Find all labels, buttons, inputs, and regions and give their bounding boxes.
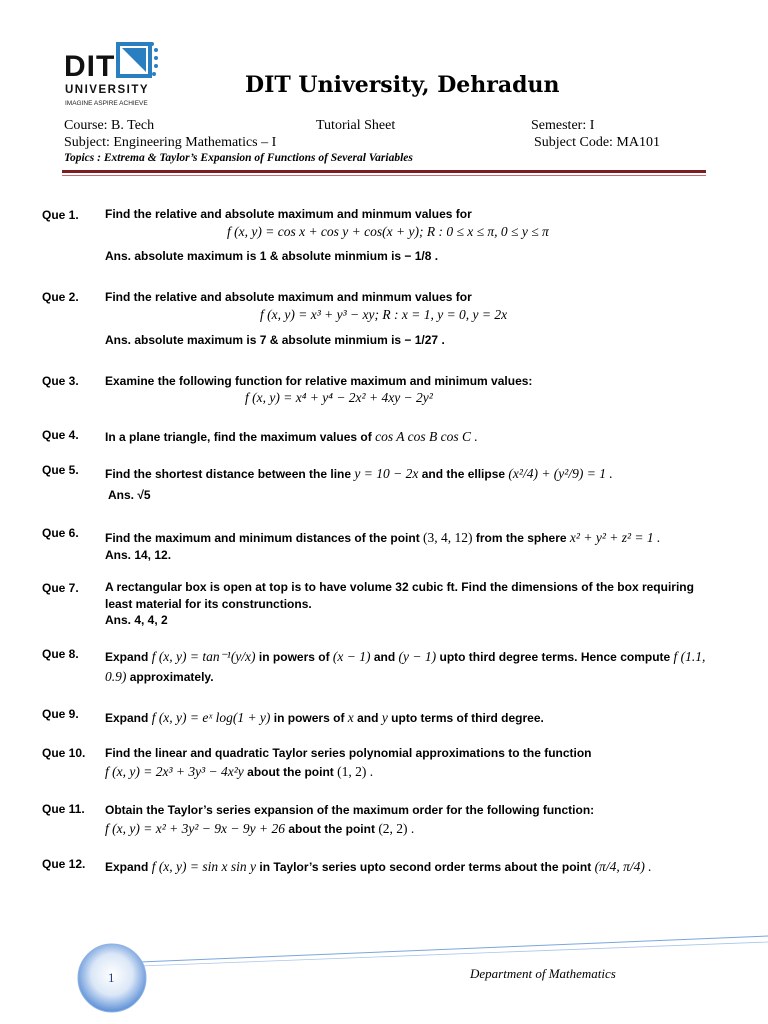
question-text-part: Expand — [105, 711, 149, 725]
question-text-part: about the point — [247, 765, 334, 779]
question-text — [105, 465, 725, 483]
question-text-part: about the point — [288, 822, 375, 836]
question-text-part: from the sphere — [475, 531, 567, 545]
header-rule-dark — [62, 170, 706, 173]
question-formula: f (x, y) = x³ + y³ − xy; R : x = 1, y = 0, y = 2x — [260, 307, 508, 322]
question-label: Que 12. — [42, 857, 86, 871]
question-text-part: and the ellipse — [421, 467, 506, 481]
question-answer: Ans. 4, 4, 2 — [105, 613, 168, 627]
question-formula: (3, 4, 12) — [423, 530, 473, 545]
logo-wordmark: DIT — [64, 50, 116, 83]
question-text — [105, 428, 715, 446]
question-formula: f (x, y) = x² + 3y² − 9x − 9y + 26 — [105, 821, 285, 836]
question-label: Que 6. — [42, 526, 79, 540]
question-label: Que 9. — [42, 707, 79, 721]
question-formula: f (x, y) = x⁴ + y⁴ − 2x² + 4xy − 2y² — [245, 390, 433, 405]
question-formula: (x²/4) + (y²/9) = 1 . — [508, 466, 613, 481]
footer-decoration — [0, 920, 768, 1024]
question-text: Find the relative and absolute maximum and minmum values for — [105, 290, 472, 304]
question-formula: (2, 2) . — [378, 821, 415, 836]
question-label: Que 11. — [42, 802, 85, 816]
footer-department: Department of Mathematics — [470, 966, 616, 981]
page-number: 1 — [108, 970, 115, 985]
question-text-line2 — [105, 763, 715, 781]
question-text-line2 — [105, 820, 715, 838]
question-text-part: upto third degree terms. Hence compute — [439, 650, 671, 664]
question-answer: Ans. √5 — [108, 488, 151, 502]
question-formula: f (x, y) = eˣ log(1 + y) — [151, 710, 271, 725]
question-text-part: Find the maximum and minimum distances of the point — [105, 531, 420, 545]
subject-code-label: Subject Code: MA101 — [534, 135, 660, 150]
question-text: Find the relative and absolute maximum and minmum values for — [105, 207, 472, 221]
question-label: Que 10. — [42, 746, 86, 760]
question-answer: Ans. 14, 12. — [105, 548, 172, 562]
question-text — [105, 709, 725, 727]
question-answer: Ans. absolute maximum is 1 & absolute minmium is − 1/8 . — [105, 249, 439, 263]
question-text-part: Find the shortest distance between the line — [105, 467, 352, 481]
subject-label: Subject: Engineering Mathematics – I — [64, 135, 277, 150]
question-text: Examine the following function for relative maximum and minimum values: — [105, 374, 533, 388]
question-formula: f (x, y) = cos x + cos y + cos(x + y); R : 0 ≤ x ≤ π, 0 ≤ y ≤ π — [227, 224, 549, 239]
question-formula: (x − 1) — [332, 649, 371, 664]
question-text: Obtain the Taylor’s series expansion of the maximum order for the following function: — [105, 803, 595, 817]
question-text-part: and — [373, 650, 396, 664]
page-title: DIT University, Dehradun — [245, 72, 560, 98]
question-text-part: in Taylor’s series upto second order terms about the point — [259, 860, 592, 874]
question-formula: (y − 1) — [398, 649, 437, 664]
sheet-label: Tutorial Sheet — [316, 118, 396, 133]
question-label: Que 2. — [42, 290, 79, 304]
question-text-part: in powers of — [258, 650, 330, 664]
question-formula: y — [381, 710, 388, 725]
question-text-part: and — [357, 711, 379, 725]
question-label: Que 1. — [42, 208, 79, 222]
topics-line: Topics : Extrema & Taylor’s Expansion of Functions of Several Variables — [64, 152, 413, 164]
question-formula: x² + y² + z² = 1 . — [569, 530, 661, 545]
question-text-part: upto terms of third degree. — [391, 711, 544, 725]
question-label: Que 5. — [42, 463, 79, 477]
question-text-part: In a plane triangle, find the maximum values of — [105, 430, 372, 444]
logo-tagline: IMAGINE ASPIRE ACHIEVE — [65, 100, 148, 107]
question-label: Que 7. — [42, 581, 79, 595]
header-rule-light — [62, 175, 706, 176]
question-label: Que 3. — [42, 374, 79, 388]
question-formula: f (x, y) = 2x³ + 3y³ − 4x²y — [105, 764, 244, 779]
question-text — [105, 647, 725, 687]
question-text-part: approximately. — [129, 670, 214, 684]
question-text-part: in powers of — [273, 711, 345, 725]
question-formula: cos A cos B cos C . — [375, 429, 478, 444]
question-text: A rectangular box is open at top is to have volume 32 cubic ft. Find the dimensions of the box requiring least material for its construnctions. — [105, 580, 694, 611]
question-formula: x — [347, 710, 354, 725]
question-label: Que 8. — [42, 647, 79, 661]
question-text — [105, 529, 735, 547]
question-formula: (1, 2) . — [337, 764, 374, 779]
question-text: Find the linear and quadratic Taylor series polynomial approximations to the function — [105, 746, 592, 760]
question-label: Que 4. — [42, 428, 79, 442]
question-formula: f (x, y) = sin x sin y — [151, 859, 257, 874]
question-formula: y = 10 − 2x — [354, 466, 419, 481]
logo-subtitle: UNIVERSITY — [65, 84, 150, 96]
question-formula: f (1.1, 0.9) — [105, 649, 706, 684]
question-text — [105, 858, 725, 876]
question-answer: Ans. absolute maximum is 7 & absolute minmium is − 1/27 . — [105, 333, 445, 347]
question-formula: f (x, y) = tan⁻¹(y/x) — [151, 649, 256, 664]
semester-label: Semester: I — [531, 118, 595, 133]
question-formula: (π/4, π/4) . — [594, 859, 652, 874]
course-label: Course: B. Tech — [64, 118, 155, 133]
question-text-part: Expand — [105, 860, 149, 874]
question-text-part: Expand — [105, 650, 149, 664]
